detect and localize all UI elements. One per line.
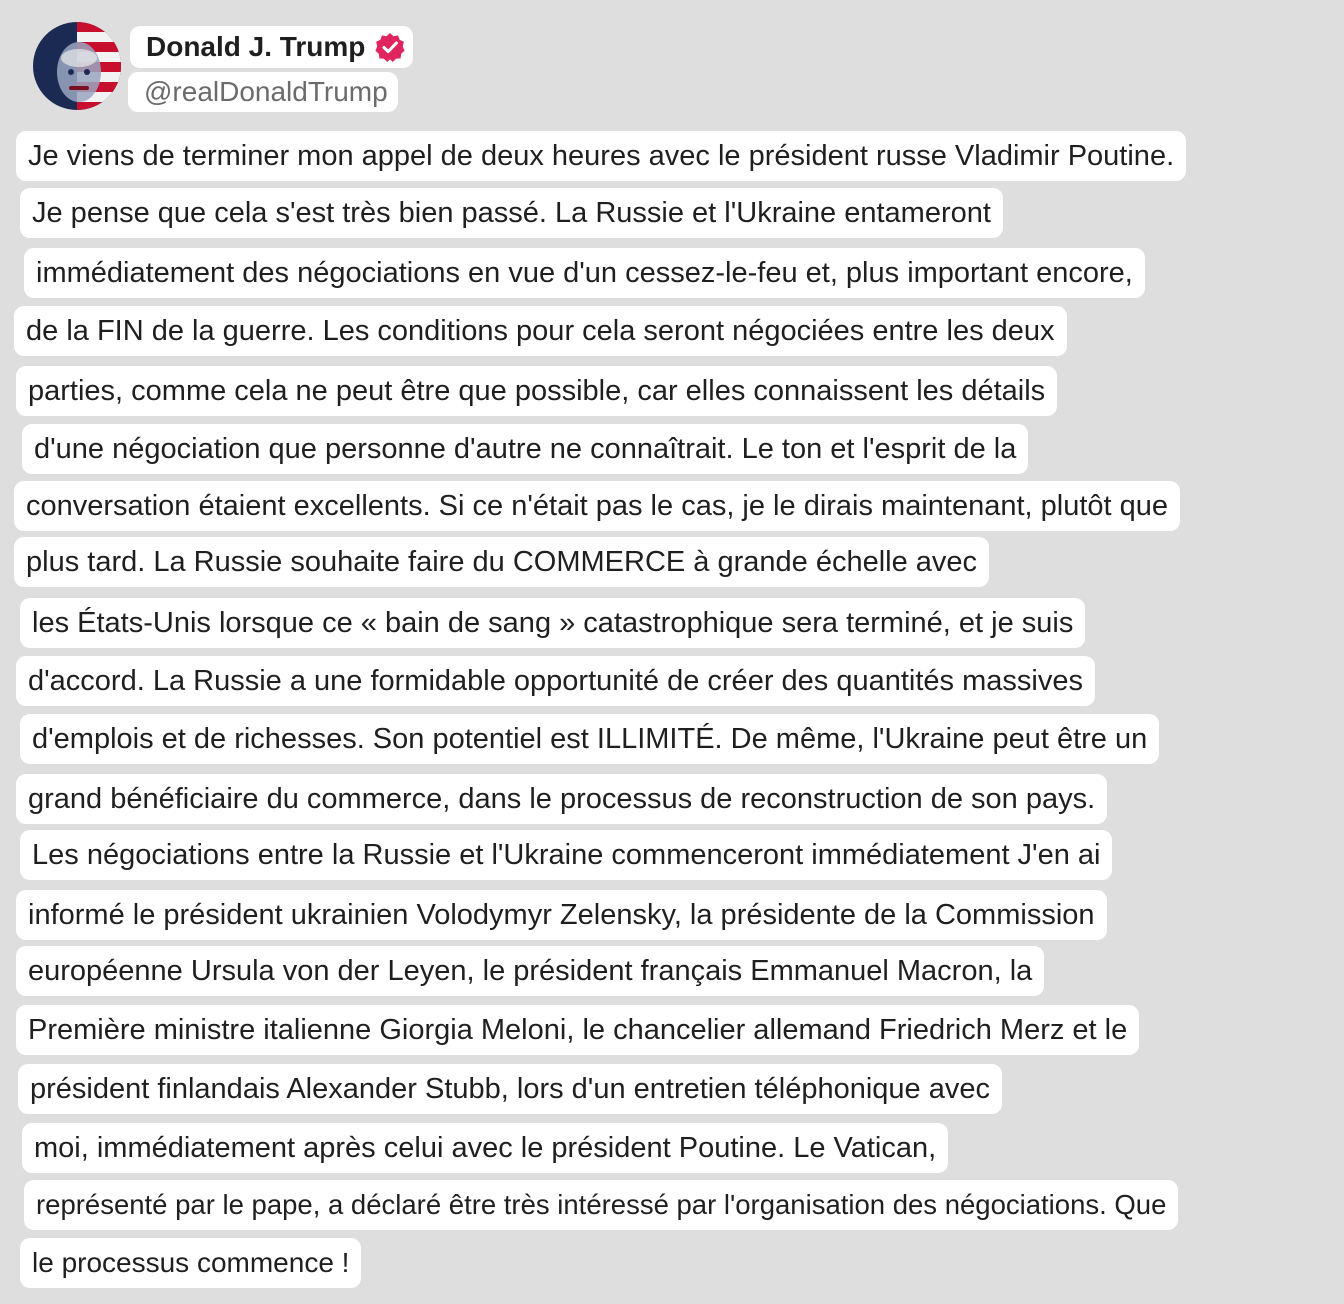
post-text-line: représenté par le pape, a déclaré être très intéressé par l'organisation des négociations. Que xyxy=(24,1180,1178,1230)
profile-avatar[interactable] xyxy=(33,22,121,110)
post-text-line: d'emplois et de richesses. Son potentiel est ILLIMITÉ. De même, l'Ukraine peut être un xyxy=(20,714,1159,764)
profile-name-row[interactable] xyxy=(130,26,413,68)
post-text-line: Les négociations entre la Russie et l'Ukraine commenceront immédiatement J'en ai xyxy=(20,830,1112,880)
post-text-line: conversation étaient excellents. Si ce n'était pas le cas, je le dirais maintenant, plutôt que xyxy=(14,481,1180,531)
profile-photo-icon xyxy=(33,22,121,110)
post-text-line: Je pense que cela s'est très bien passé. La Russie et l'Ukraine entameront xyxy=(20,188,1003,238)
post-text-line: grand bénéficiaire du commerce, dans le processus de reconstruction de son pays. xyxy=(16,774,1107,824)
post-text-line: d'une négociation que personne d'autre ne connaîtrait. Le ton et l'esprit de la xyxy=(22,424,1028,474)
post-text-line: parties, comme cela ne peut être que possible, car elles connaissent les détails xyxy=(16,366,1057,416)
post-text-line: Je viens de terminer mon appel de deux heures avec le président russe Vladimir Poutine. xyxy=(16,131,1186,181)
post-text-line: immédiatement des négociations en vue d'un cessez-le-feu et, plus important encore, xyxy=(24,248,1145,298)
post-text-line: informé le président ukrainien Volodymyr Zelensky, la présidente de la Commission xyxy=(16,890,1107,940)
verified-badge-icon xyxy=(375,32,405,62)
display-name[interactable]: Donald J. Trump xyxy=(146,31,366,62)
profile-handle[interactable]: @realDonaldTrump xyxy=(128,72,398,112)
post-text-line: de la FIN de la guerre. Les conditions pour cela seront négociées entre les deux xyxy=(14,306,1067,356)
post-text-line: d'accord. La Russie a une formidable opportunité de créer des quantités massives xyxy=(16,656,1095,706)
post-text-line: président finlandais Alexander Stubb, lors d'un entretien téléphonique avec xyxy=(18,1064,1002,1114)
post-text-line: européenne Ursula von der Leyen, le président français Emmanuel Macron, la xyxy=(16,946,1044,996)
post-text-line: Première ministre italienne Giorgia Meloni, le chancelier allemand Friedrich Merz et le xyxy=(16,1005,1139,1055)
post-text-line: les États-Unis lorsque ce « bain de sang » catastrophique sera terminé, et je suis xyxy=(20,598,1085,648)
post-text-line: plus tard. La Russie souhaite faire du COMMERCE à grande échelle avec xyxy=(14,537,989,587)
post-text-line: moi, immédiatement après celui avec le président Poutine. Le Vatican, xyxy=(22,1123,948,1173)
post-text-line: le processus commence ! xyxy=(20,1238,361,1288)
